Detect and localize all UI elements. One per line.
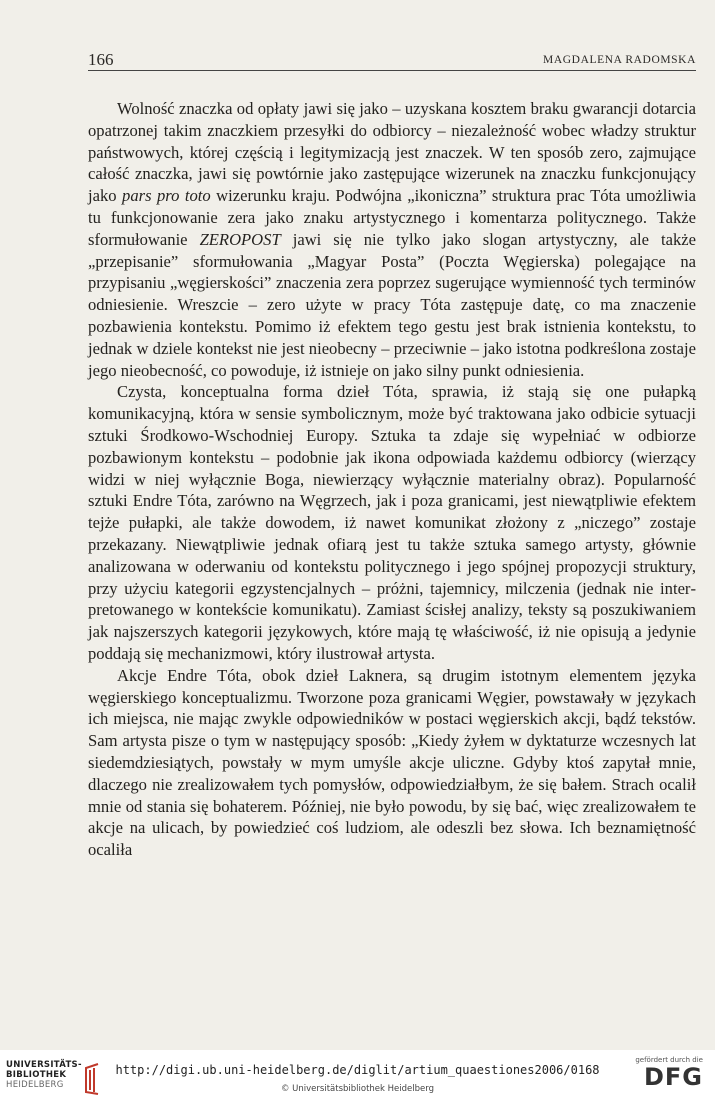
digitization-footer	[0, 1050, 715, 1105]
running-head: MAGDALENA RADOMSKA	[543, 54, 696, 66]
source-url-link[interactable]: http://digi.ub.uni-heidelberg.de/diglit/artium_quaestiones2006/0168	[115, 1063, 600, 1077]
library-name-line-1: UNIVERSITÄTS-	[6, 1060, 82, 1070]
paragraph	[88, 381, 696, 664]
text-segment: Wolność znaczka od opłaty jawi się jako – uzyskana kosztem braku gwarancji dotarcia opatrzonej takim znaczkiem przesyłki do odbiorcy – niezależność wobec władzy struktur państwowych, której częścią i legitymizacją jest znaczek. W ten sposób zero, zajmujące całość znaczka, jawi się powtórnie jako zastępujące wizerunek na znaczku funkcjonujący jako	[88, 99, 696, 206]
italic-text: pars pro toto	[122, 186, 211, 206]
body-text	[88, 98, 696, 861]
page-number: 166	[88, 50, 114, 69]
text-segment: jawi się nie tylko jako slogan artystyczny, ale także „przepisanie” sformułowania „Magyar Posta” (Poczta Węgierska) polegające na przypisaniu „węgierskości” znaczenia zera poprzez sugerujące wymienność tych terminów odniesienie. Wreszcie – zero użyte w pracy Tóta zastępuje datę, co ma znaczenie pozbawienia kontekstu. Pomimo iż efektem tego gestu jest brak istnienia kontekstu, to jednak w dziele kontekst nie jest nieobecny – przeciwnie – jako istotna podkreślona zostaje jego nieobecność, co powoduje, iż istnieje on jako silny punkt odniesienia.	[88, 229, 697, 380]
paragraph	[88, 665, 696, 861]
library-name-line-3: HEIDELBERG	[6, 1080, 64, 1090]
library-name-line-2: BIBLIOTHEK	[6, 1070, 67, 1080]
funder-note: gefördert durch die	[635, 1056, 703, 1064]
dfg-wordmark: DFG	[643, 1063, 703, 1091]
text-segment: wizerunku kraju. Podwójna „ikoniczna” struktura prac Tóta umożliwia tu funkcjonowanie zera jako znaku artystycznego i komentarza politycznego. Także sformułowanie	[88, 186, 696, 249]
text-segment: Akcje Endre Tóta, obok dzieł Laknera, są drugim istotnym elementem języka węgierskiego konceptualizmu. Tworzone poza granicami Węgier, powstawały w językach ich miejsca, nie mając zwykle odpowiedników w postaci węgierskich akcji, bądź tekstów. Sam artysta pisze o tym w następujący sposób: „Kiedy żyłem w dyktaturze wczesnych lat siedemdziesiątych, powstały w mym umyśle akcje uliczne. Gdyby ktoś zapytał mnie, dlaczego nie zrealizowałem tych pomysłów, odpowiedziałbym, że się bałem. Strach ocalił mnie od stania się bohaterem. Później, nie było powodu, by się bać, więc zrealizowałem te akcje na ulicach, by powiedzieć coś ludziom, ale odeszli bez słowa. Ich beznamiętność ocaliła	[88, 665, 696, 860]
text-segment: Czysta, konceptualna forma dzieł Tóta, sprawia, iż stają się one pułapką komunikacyjną, która w sensie symbolicznym, może być traktowana jako odbicie sytuacji sztuki Środkowo-Wschodniej Europy. Sztuka ta zdaje się wypełniać w odbiorze pozbawionym kontekstu – podobnie jak ikona odpowiada każdemu odbiorcy (wierzący widzi w niej wyłącznie Boga, niewierzący wyłącznie materialny obraz). Popularność sztuki Endre Tóta, zarówno na Węgrzech, jak i poza granicami, jest niewątpliwie efektem tejże pułapki, ale także dowodem, iż nawet komunikat złożony z „niczego” zostaje przekazany. Niewątpliwie jednak ofiarą jest tu także sztuka samego artysty, głównie analizowana w oderwaniu od kontekstu politycznego i jego spójnej propozycji struktury, przy użyciu kategorii egzystencjalnych – próżni, tajemnicy, milczenia (jednak nie interpretowanego w kontekście komunikatu). Zamiast ścisłej analizy, teksty są poszukiwaniem jak najszerszych kategorii językowych, które mają tę właściwość, iż nie opisują a jedynie poddają się mechanizmowi, który ilustrował artysta.	[88, 382, 696, 663]
italic-text: ZEROPOST	[199, 229, 281, 249]
copyright-notice: © Universitätsbibliothek Heidelberg	[280, 1084, 434, 1094]
page-header	[88, 50, 696, 71]
paragraph	[88, 98, 696, 381]
dfg-logo[interactable]	[635, 1056, 703, 1090]
